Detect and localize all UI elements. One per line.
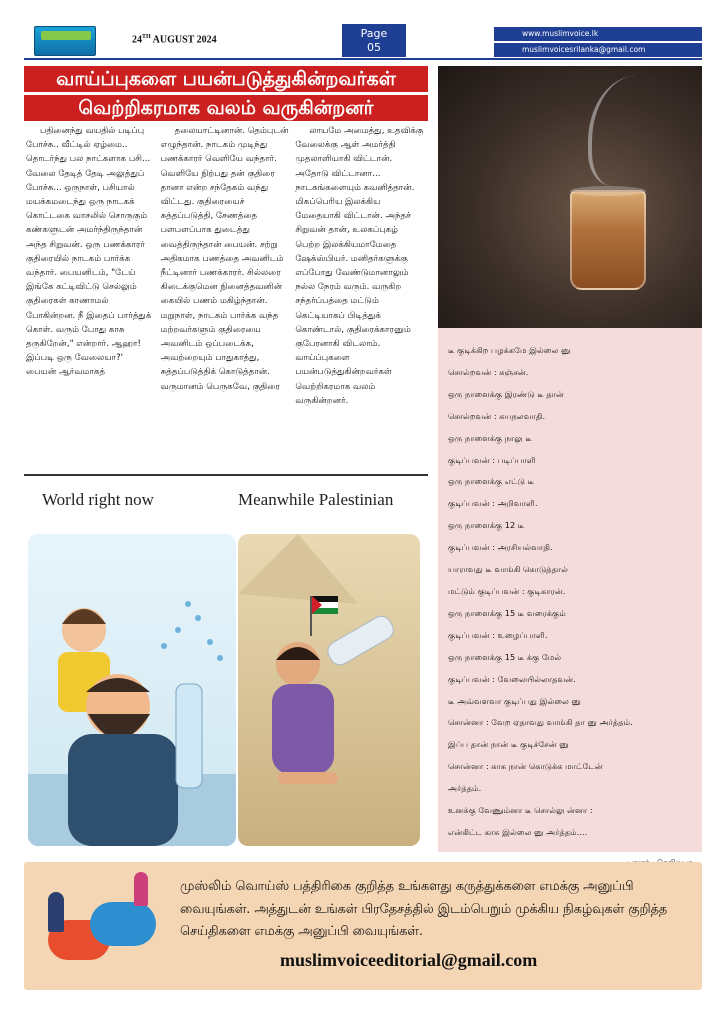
page-number-box (342, 24, 406, 57)
poem-line: டீ குடிக்கிற பழக்கமே இல்லை னு (448, 345, 571, 355)
page-number: 05 (367, 41, 381, 54)
poem-line: மட்டும் குடிப்பவன் : குடிகாரன். (448, 585, 566, 596)
poem-line: டீ அவ்வளவா குடிப்பது இல்லை னு (448, 695, 582, 706)
page-header (24, 24, 702, 60)
editorial-email[interactable]: muslimvoiceeditorial@gmail.com (280, 950, 538, 970)
cartoon-caption-left: World right now (42, 490, 154, 509)
article-headline (24, 66, 428, 124)
article-column-3: லாயமே அமைத்து, உதவிக்கு வேலைக்கு ஆள் அமர்த்தி முதலாளியாகி விட்டான். அதோடு விட்டானா... நாடகங்களையும் கவனித்தான். மிகப்பெரிய இலக்கிய மேதையாகி விட்டான். அந்தச் சிறுவன் தான், உலகப்புகழ் பெற்ற இலக்கியமாமேதை ஷேக்ஸ்பியர். மனிதர்களுக்கு எப்போது வேண்டுமானாலும் நல்ல நேரம் வரும். வருகிற சந்தர்ப்பத்தை மட்டும் கெட்டியாகப் பிடித்துக் கொண்டால், குதிரைக்காரனும் குபேரனாகி விடலாம். வாய்ப்புகளை பயன்படுத்துகின்றவர்கள் வெற்றிகரமாக வலம் வருகின்றனர். (295, 126, 424, 406)
cartoon-section (24, 482, 420, 850)
father-child-water-illustration (28, 534, 236, 846)
masthead-logo (34, 26, 96, 56)
section-divider (24, 474, 428, 476)
poem-line: ஒரு நாளைக்கு எட்டு டீ (448, 476, 535, 487)
article-body (26, 124, 424, 464)
tea-glass-illustration (570, 190, 646, 290)
feedback-banner (24, 862, 702, 990)
poem-line: சொல்றவன் : சுயநலவாதி. (448, 410, 546, 421)
poem-line: ஒரு நாளைக்கு 12 டீ (448, 520, 525, 531)
poem-line: அர்த்தம். (448, 783, 482, 794)
headline-line-1: வாய்ப்புகளை பயன்படுத்துகின்றவர்கள் (24, 66, 428, 92)
poem-line: குடிப்பவன் : அறிவாளி. (448, 498, 538, 509)
poem-line: யாராவது டீ வாங்கி கொடுத்தால் (448, 564, 568, 575)
feedback-request-text: முஸ்லிம் வொய்ஸ் பத்திரிகை குறித்த உங்களது கருத்துக்களை எமக்கு அனுப்பி வையுங்கள். அத்துடன் உங்கள் பிரதேசத்தில் இடம்பெறும் முக்கிய நிகழ்வுகள் குறித்த செய்திகளை எமக்கு அனுப்பி வையுங்கள். (180, 879, 668, 939)
issue-date: 24TH AUGUST 2024 (132, 34, 217, 46)
article-column-1: பதினைந்து வயதில் படிப்பு போச்சு.. வீட்டில் ஏழ்மை.. தொடர்ந்து பல நாட்களாக பசி... வேலை தேடித் தேடி அலுத்துப் போச்சு... ஒருநாள், பசியால் மயக்கமடைந்து ஒரு நாடகக் கொட்டகை வாசலில் சொருகும் கண்களுடன் அமர்ந்திருந்தான் அந்த சிறுவன். ஒரு பணக்காரர் குதிரையில் நாடகம் பார்க்க வந்தார். பையனிடம், "டேய் இங்கே கட்டிவிட்டு செல்லும் குதிரைகள் காணாமல் போகின்றன. நீ இதைப் பார்த்துக் கொள். வரும் போது காசு தருகிறேன்," என்றார். ஆஹா! இப்படி ஒரு வேலையா?' பையன் ஆர்வமாகத் (26, 126, 152, 378)
steam-illustration (588, 76, 668, 186)
chat-bubble-icon (90, 902, 156, 946)
tea-glass-photo (438, 66, 702, 328)
poem-line: குடிப்பவன் : உழைப்பாளி. (448, 629, 548, 640)
header-divider (24, 58, 702, 60)
cartoon-panel-right (238, 534, 420, 846)
headline-line-2: வெற்றிகரமாக வலம் வருகின்றனர் (24, 95, 428, 121)
poem-line: உனக்கு வேணும்னா டீ சொல்லு ன்னா : (448, 805, 593, 816)
cartoon-panel-left (28, 534, 236, 846)
page-label: Page (360, 27, 388, 40)
poem-line: ஒரு நாளைக்கு 15 டீ வரைக்கும் (448, 607, 566, 618)
contact-email[interactable]: muslimvoicesrilanka@gmail.com (494, 43, 702, 57)
poem-line: சொல்றவன் : கஞ்சன். (448, 366, 529, 377)
poem-line: குடிப்பவன் : வேலையில்லாதவன். (448, 673, 576, 684)
contact-info (494, 27, 702, 57)
poem-line: இப்ப தான் நான் டீ குடிச்சேன் னு (448, 739, 569, 750)
poem-line: குடிப்பவன் : படிப்பாளி (448, 454, 536, 465)
article-column-2: தலையாட்டினான். தெம்புடன் எழுந்தான். நாடகம் முடிந்து பணக்காரர் வெளியே வந்தார். வெளியே நிற்பது தன் குதிரை தானா என்ற சந்தேகம் வந்து விட்டது. குதிரையைச் சுத்தப்படுத்தி, சேணத்தை பளபளப்பாக துடைத்து வைத்திருந்தான் பையன். சற்று அதிகமாக பணத்தை அவனிடம் நீட்டினார் பணக்காரர். சில்லரை கிடைக்குமென நினைத்தவனின் கையில் பணம் மகிழ்ந்தான். மறுநாள், நாடகம் பார்க்க வந்த மற்றவர்களும் குதிரையை அவனிடம் ஒப்படைக்க, அவற்றையும் பாதுகாத்து, சுத்தப்படுத்திக் கொடுத்தான். வருமானம் பெருகவே, குதிரை (160, 126, 289, 392)
poem-line: சொன்னா : வேற ஏதாவது வாங்கி தா னு அர்த்தம். (448, 717, 633, 728)
person-icon (134, 872, 148, 906)
poem-line: என்கிட்ட காசு இல்லை னு அர்த்தம்.... (448, 826, 588, 837)
poem-line: குடிப்பவன் : அரசியல்வாதி. (448, 542, 553, 553)
cartoon-caption-right: Meanwhile Palestinian (238, 490, 394, 509)
poem-line: சொன்னா : காசு நான் கொடுக்க மாட்டேன் (448, 761, 603, 772)
poem-line: ஒரு நாளைக்கு நாலு டீ (448, 432, 532, 443)
person-icon (48, 892, 64, 932)
poem-line: ஒரு நாளைக்கு இரண்டு டீ தான் (448, 388, 564, 399)
child-drinking-illustration (238, 534, 420, 846)
website-link[interactable]: www.muslimvoice.lk (494, 27, 702, 41)
poem-line: ஒரு நாளைக்கு 15 டீ க்கு மேல் (448, 651, 562, 662)
tea-poem-box (438, 328, 702, 852)
